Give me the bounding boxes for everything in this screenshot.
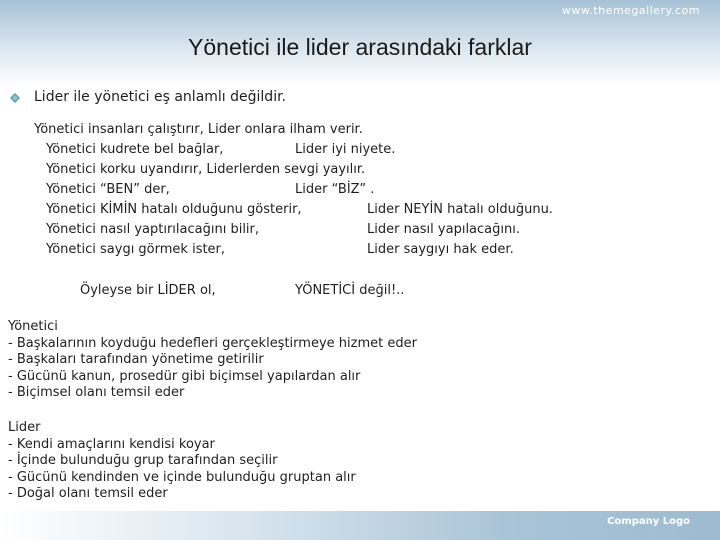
- list-item: - İçinde bulunduğu grup tarafından seçilir: [8, 453, 278, 469]
- section-heading: Lider: [8, 420, 41, 435]
- section-heading: Yönetici: [8, 319, 58, 334]
- conclusion-right: YÖNETİCİ değil!..: [295, 283, 405, 298]
- intro-line: Yönetici insanları çalıştırır, Lider onlara ilham verir.: [34, 122, 363, 137]
- list-item: - Başkalarının koyduğu hedefleri gerçekleştirmeye hizmet eder: [8, 335, 417, 351]
- comparison-left: Yönetici saygı görmek ister,: [46, 242, 226, 257]
- comparison-left: Yönetici korku uyandırır, Liderlerden sevgi yayılır.: [46, 162, 366, 177]
- bullet-text: Lider ile yönetici eş anlamlı değildir.: [34, 89, 286, 105]
- yonetici-section: [8, 319, 417, 402]
- list-item: - Gücünü kendinden ve içinde bulunduğu gruptan alır: [8, 469, 356, 485]
- comparison-right: Lider nasıl yapılacağını.: [367, 222, 520, 237]
- list-item: - Biçimsel olanı temsil eder: [8, 385, 185, 401]
- comparison-right: Lider saygıyı hak eder.: [367, 242, 514, 257]
- list-item: - Başkaları tarafından yönetime getirilir: [8, 352, 264, 368]
- slide-title: Yönetici ile lider arasındaki farklar: [188, 34, 532, 60]
- list-item: - Gücünü kanun, prosedür gibi biçimsel yapılardan alır: [8, 368, 361, 384]
- conclusion-left: Öyleyse bir LİDER ol,: [80, 283, 216, 298]
- comparison-left: Yönetici “BEN” der,: [46, 182, 170, 197]
- comparison-right: Lider NEYİN hatalı olduğunu.: [367, 202, 553, 217]
- comparison-right: Lider “BİZ” .: [295, 182, 375, 197]
- comparison-right: Lider iyi niyete.: [295, 142, 396, 157]
- website-url: www.themegallery.com: [561, 4, 700, 17]
- list-item: - Kendi amaçlarını kendisi koyar: [8, 436, 215, 452]
- company-logo: Company Logo: [607, 516, 690, 527]
- list-item: - Doğal olanı temsil eder: [8, 486, 168, 502]
- comparison-left: Yönetici nasıl yaptırılacağını bilir,: [46, 222, 260, 237]
- lider-section: [8, 420, 356, 503]
- comparison-left: Yönetici kudrete bel bağlar,: [46, 142, 224, 157]
- comparison-left: Yönetici KİMİN hatalı olduğunu gösterir,: [46, 202, 302, 217]
- diamond-bullet-icon: [10, 93, 20, 103]
